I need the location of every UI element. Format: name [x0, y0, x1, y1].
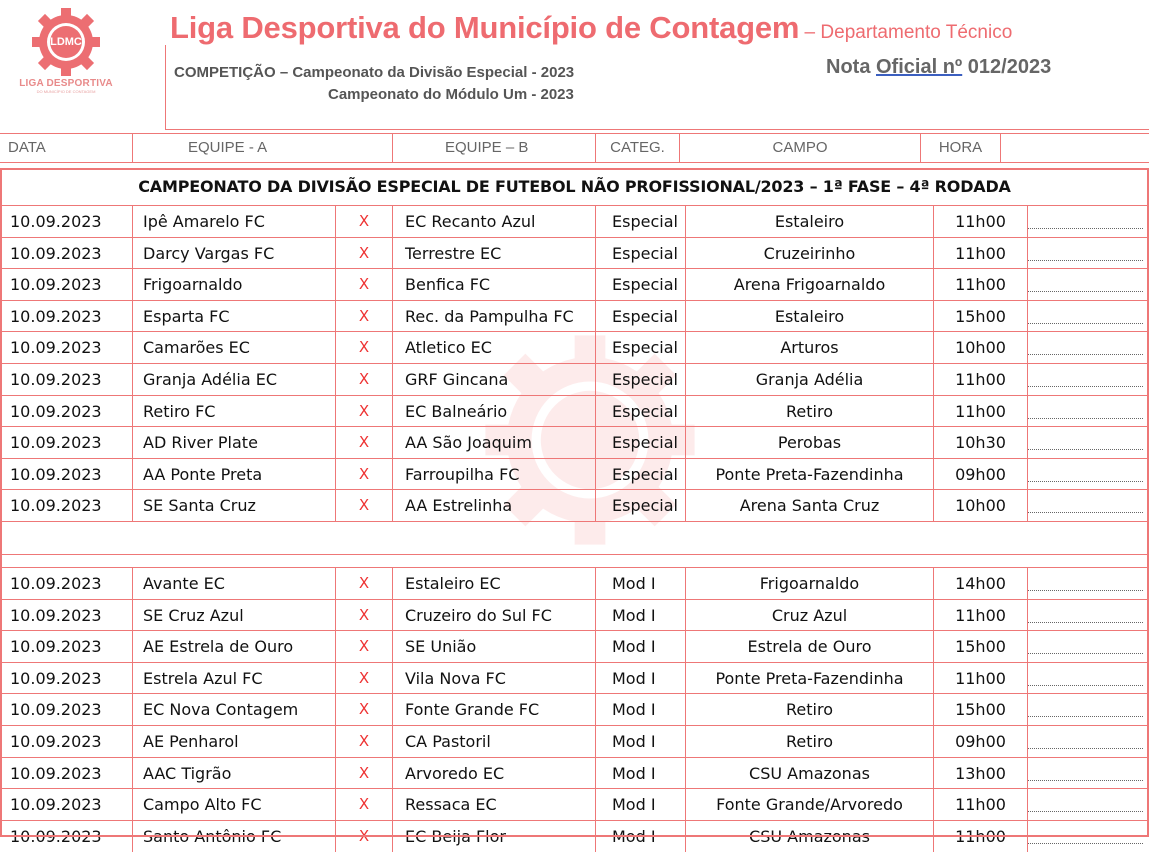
cell-team-b: CA Pastoril	[393, 726, 596, 757]
page-title	[170, 10, 1012, 46]
cell-team-a: Santo Antônio FC	[133, 821, 336, 852]
table-row	[0, 662, 1149, 694]
cell-team-a: Ipê Amarelo FC	[133, 206, 336, 237]
cell-versus: X	[336, 459, 393, 490]
cell-team-a: Campo Alto FC	[133, 789, 336, 820]
cell-team-a: Avante EC	[133, 568, 336, 599]
cell-field: CSU Amazonas	[686, 758, 934, 789]
cell-versus: X	[336, 600, 393, 631]
cell-date: 10.09.2023	[2, 332, 133, 363]
col-hora: HORA	[921, 134, 1001, 162]
cell-team-a: AAC Tigrão	[133, 758, 336, 789]
cell-signature-line	[1028, 206, 1147, 237]
nota-underlined: Oficial nº	[876, 56, 963, 78]
table-row	[0, 458, 1149, 490]
logo-subtext: DO MUNICÍPIO DE CONTAGEM	[36, 89, 96, 94]
cell-versus: X	[336, 269, 393, 300]
cell-category: Mod I	[596, 694, 686, 725]
table-row	[0, 693, 1149, 725]
cell-team-b: EC Balneário	[393, 396, 596, 427]
cell-time: 15h00	[934, 631, 1028, 662]
col-equipe-a: EQUIPE - A	[133, 134, 393, 162]
cell-versus: X	[336, 568, 393, 599]
cell-team-b: AA Estrelinha	[393, 490, 596, 521]
cell-date: 10.09.2023	[2, 726, 133, 757]
cell-signature-line	[1028, 301, 1147, 332]
competition-line-2: Campeonato do Módulo Um - 2023	[328, 86, 574, 103]
cell-team-a: SE Cruz Azul	[133, 600, 336, 631]
cell-team-b: EC Beija Flor	[393, 821, 596, 852]
cell-category: Mod I	[596, 568, 686, 599]
cell-category: Especial	[596, 427, 686, 458]
col-campo: CAMPO	[680, 134, 921, 162]
nota-prefix: Nota	[826, 56, 876, 78]
col-equipe-b: EQUIPE – B	[393, 134, 596, 162]
cell-date: 10.09.2023	[2, 490, 133, 521]
cell-signature-line	[1028, 364, 1147, 395]
cell-time: 09h00	[934, 726, 1028, 757]
cell-time: 10h30	[934, 427, 1028, 458]
section-title: CAMPEONATO DA DIVISÃO ESPECIAL DE FUTEBOL NÃO PROFISSIONAL/2023 – 1ª FASE – 4ª RODADA	[138, 177, 1011, 196]
cell-team-b: Cruzeiro do Sul FC	[393, 600, 596, 631]
col-categ: CATEG.	[596, 134, 680, 162]
cell-team-a: AA Ponte Preta	[133, 459, 336, 490]
cell-date: 10.09.2023	[2, 301, 133, 332]
cell-category: Especial	[596, 238, 686, 269]
column-header-row	[0, 133, 1149, 163]
cell-field: Estaleiro	[686, 301, 934, 332]
competition-info	[174, 62, 574, 106]
cell-signature-line	[1028, 758, 1147, 789]
cell-time: 11h00	[934, 821, 1028, 852]
cell-category: Mod I	[596, 789, 686, 820]
cell-signature-line	[1028, 600, 1147, 631]
cell-date: 10.09.2023	[2, 396, 133, 427]
table-row	[0, 237, 1149, 269]
cell-date: 10.09.2023	[2, 269, 133, 300]
cell-field: Cruzeirinho	[686, 238, 934, 269]
cell-signature-line	[1028, 427, 1147, 458]
section-spacer	[0, 521, 1149, 555]
cell-versus: X	[336, 490, 393, 521]
cell-team-a: Retiro FC	[133, 396, 336, 427]
cell-versus: X	[336, 301, 393, 332]
cell-signature-line	[1028, 396, 1147, 427]
cell-versus: X	[336, 427, 393, 458]
cell-date: 10.09.2023	[2, 238, 133, 269]
cell-versus: X	[336, 726, 393, 757]
table-row	[0, 426, 1149, 458]
table-row	[0, 599, 1149, 631]
table-row	[0, 788, 1149, 820]
cell-time: 11h00	[934, 269, 1028, 300]
cell-time: 11h00	[934, 600, 1028, 631]
cell-signature-line	[1028, 631, 1147, 662]
cell-team-a: SE Santa Cruz	[133, 490, 336, 521]
cell-date: 10.09.2023	[2, 459, 133, 490]
cell-versus: X	[336, 631, 393, 662]
cell-field: Arena Frigoarnaldo	[686, 269, 934, 300]
cell-category: Especial	[596, 396, 686, 427]
cell-date: 10.09.2023	[2, 600, 133, 631]
cell-versus: X	[336, 238, 393, 269]
cell-signature-line	[1028, 694, 1147, 725]
cell-team-b: SE União	[393, 631, 596, 662]
cell-date: 10.09.2023	[2, 758, 133, 789]
department-name: – Departamento Técnico	[799, 22, 1013, 43]
cell-category: Mod I	[596, 600, 686, 631]
cell-field: Arturos	[686, 332, 934, 363]
cell-field: Fonte Grande/Arvoredo	[686, 789, 934, 820]
cell-category: Mod I	[596, 726, 686, 757]
cell-versus: X	[336, 694, 393, 725]
cell-date: 10.09.2023	[2, 663, 133, 694]
cell-category: Mod I	[596, 663, 686, 694]
cell-category: Especial	[596, 301, 686, 332]
cell-team-b: Benfica FC	[393, 269, 596, 300]
official-note	[826, 56, 1051, 79]
col-data: DATA	[0, 134, 133, 162]
cell-category: Especial	[596, 490, 686, 521]
cell-team-b: Farroupilha FC	[393, 459, 596, 490]
cell-field: Cruz Azul	[686, 600, 934, 631]
table-row	[0, 395, 1149, 427]
cell-team-b: AA São Joaquim	[393, 427, 596, 458]
cell-team-b: Vila Nova FC	[393, 663, 596, 694]
cell-team-b: GRF Gincana	[393, 364, 596, 395]
cell-category: Especial	[596, 364, 686, 395]
cell-category: Mod I	[596, 631, 686, 662]
cell-field: Estrela de Ouro	[686, 631, 934, 662]
cell-date: 10.09.2023	[2, 789, 133, 820]
cell-signature-line	[1028, 269, 1147, 300]
table-row	[0, 757, 1149, 789]
cell-signature-line	[1028, 459, 1147, 490]
cell-field: Retiro	[686, 726, 934, 757]
cell-signature-line	[1028, 726, 1147, 757]
table-row	[0, 489, 1149, 521]
cell-team-a: Frigoarnaldo	[133, 269, 336, 300]
cell-date: 10.09.2023	[2, 206, 133, 237]
cell-versus: X	[336, 396, 393, 427]
cell-versus: X	[336, 364, 393, 395]
cell-team-b: EC Recanto Azul	[393, 206, 596, 237]
league-name: Liga Desportiva do Município de Contagem	[170, 10, 800, 45]
table-row	[0, 630, 1149, 662]
cell-team-b: Rec. da Pampulha FC	[393, 301, 596, 332]
cell-signature-line	[1028, 789, 1147, 820]
table-row	[0, 725, 1149, 757]
cell-team-a: Darcy Vargas FC	[133, 238, 336, 269]
cell-date: 10.09.2023	[2, 568, 133, 599]
cell-team-a: AE Estrela de Ouro	[133, 631, 336, 662]
cell-date: 10.09.2023	[2, 631, 133, 662]
cell-signature-line	[1028, 332, 1147, 363]
cell-category: Especial	[596, 269, 686, 300]
cell-time: 09h00	[934, 459, 1028, 490]
cell-category: Especial	[596, 332, 686, 363]
logo-text: LIGA DESPORTIVA	[19, 78, 113, 89]
cell-time: 11h00	[934, 238, 1028, 269]
table-row	[0, 567, 1149, 599]
table-row	[0, 268, 1149, 300]
cell-field: Ponte Preta-Fazendinha	[686, 459, 934, 490]
cell-time: 14h00	[934, 568, 1028, 599]
cell-team-a: AE Penharol	[133, 726, 336, 757]
cell-team-a: EC Nova Contagem	[133, 694, 336, 725]
cell-field: Arena Santa Cruz	[686, 490, 934, 521]
table-row	[0, 363, 1149, 395]
ldmc-logo	[6, 6, 126, 106]
cell-field: Frigoarnaldo	[686, 568, 934, 599]
cell-versus: X	[336, 789, 393, 820]
cell-date: 10.09.2023	[2, 427, 133, 458]
cell-time: 11h00	[934, 396, 1028, 427]
cell-time: 11h00	[934, 206, 1028, 237]
cell-versus: X	[336, 821, 393, 852]
cell-versus: X	[336, 206, 393, 237]
cell-team-a: Esparta FC	[133, 301, 336, 332]
cell-date: 10.09.2023	[2, 821, 133, 852]
cell-field: CSU Amazonas	[686, 821, 934, 852]
cell-team-a: Granja Adélia EC	[133, 364, 336, 395]
cell-team-b: Arvoredo EC	[393, 758, 596, 789]
table-row	[0, 331, 1149, 363]
cell-field: Retiro	[686, 396, 934, 427]
cell-team-a: Estrela Azul FC	[133, 663, 336, 694]
cell-time: 15h00	[934, 694, 1028, 725]
cell-time: 13h00	[934, 758, 1028, 789]
cell-team-a: Camarões EC	[133, 332, 336, 363]
cell-team-b: Atletico EC	[393, 332, 596, 363]
cell-time: 10h00	[934, 332, 1028, 363]
cell-team-b: Estaleiro EC	[393, 568, 596, 599]
cell-time: 10h00	[934, 490, 1028, 521]
cell-signature-line	[1028, 490, 1147, 521]
cell-category: Mod I	[596, 821, 686, 852]
competition-line-1: COMPETIÇÃO – Campeonato da Divisão Especial - 2023	[174, 64, 575, 81]
cell-category: Mod I	[596, 758, 686, 789]
cell-team-a: AD River Plate	[133, 427, 336, 458]
cell-time: 11h00	[934, 789, 1028, 820]
cell-field: Granja Adélia	[686, 364, 934, 395]
cell-signature-line	[1028, 568, 1147, 599]
cell-time: 11h00	[934, 663, 1028, 694]
cell-versus: X	[336, 758, 393, 789]
cell-signature-line	[1028, 238, 1147, 269]
cell-date: 10.09.2023	[2, 694, 133, 725]
cell-field: Estaleiro	[686, 206, 934, 237]
cell-team-b: Terrestre EC	[393, 238, 596, 269]
cell-category: Especial	[596, 459, 686, 490]
table-row	[0, 300, 1149, 332]
cell-field: Ponte Preta-Fazendinha	[686, 663, 934, 694]
table-row	[0, 205, 1149, 237]
cell-signature-line	[1028, 663, 1147, 694]
cell-time: 11h00	[934, 364, 1028, 395]
nota-number: 012/2023	[962, 56, 1052, 78]
cell-category: Especial	[596, 206, 686, 237]
cell-team-b: Ressaca EC	[393, 789, 596, 820]
cell-field: Perobas	[686, 427, 934, 458]
cell-team-b: Fonte Grande FC	[393, 694, 596, 725]
cell-versus: X	[336, 663, 393, 694]
cell-time: 15h00	[934, 301, 1028, 332]
cell-field: Retiro	[686, 694, 934, 725]
logo-badge: LDMC	[50, 36, 82, 48]
cell-date: 10.09.2023	[2, 364, 133, 395]
cell-versus: X	[336, 332, 393, 363]
